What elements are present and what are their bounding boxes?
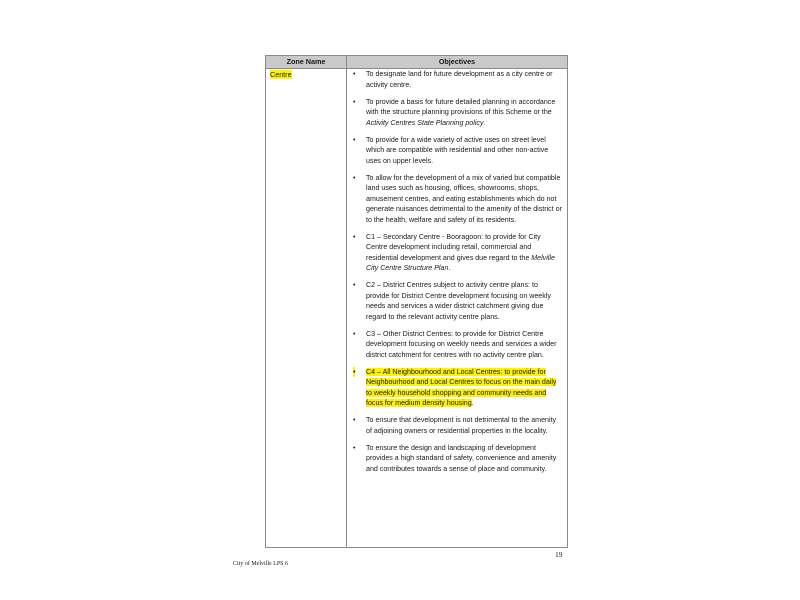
page-footer: City of Melville LPS 6	[233, 561, 289, 567]
page-number: 19	[555, 550, 563, 559]
objective-text: To provide for a wide variety of active uses on street level which are compatible with residential and other non-active uses on upper levels.	[366, 135, 549, 165]
objective-text: C4 – All Neighbourhood and Local Centres: to provide for Neighbourhood and Local Centres to focus on the main daily to weekly household shopping and community needs and focus for medium density housing	[366, 367, 557, 407]
bullet-icon: •	[353, 70, 356, 78]
objective-item	[351, 69, 563, 90]
objective-item: • C1 – Secondary Centre - Booragoon: to provide for City Centre development including retail, commercial and residential development and gives due regard to the Melville City Centre Structure Plan.	[353, 232, 555, 272]
column-divider	[346, 56, 347, 547]
zone-name-text: Centre	[270, 70, 292, 79]
bullet-icon: •	[353, 97, 356, 106]
zone-name-cell	[270, 70, 292, 80]
objective-text: To provide a basis for future detailed planning in accordance with the structure planning provisions of this Scheme or the Activity Centres State Planning policy	[366, 97, 556, 127]
objective-item: • To provide a basis for future detailed planning in accordance with the structure planning provisions of this Scheme or the Activity Centres State Planning policy.	[353, 97, 556, 127]
objective-item	[351, 415, 563, 436]
header-zone-name: Zone Name	[286, 57, 326, 66]
objective-item	[351, 443, 563, 475]
objective-text: To designate land for future development as a city centre or activity centre.	[366, 70, 553, 89]
objective-text: C1 – Secondary Centre - Booragoon: to provide for City Centre development including retail, commercial and residential development and gives due regard to the Melville City Centre Structure Plan	[366, 232, 555, 272]
objective-item	[351, 173, 563, 226]
objective-text: To ensure that development is not detrimental to the amenity of adjoining owners or residential properties in the locality.	[366, 416, 557, 435]
header-objectives: Objectives	[438, 57, 476, 66]
objective-text: C3 – Other District Centres: to provide for District Centre development focusing on weekly needs and services a wider district catchment for centres with no activity centre plan.	[366, 329, 557, 359]
objective-text: To allow for the development of a mix of varied but compatible land uses such as housing, offices, showrooms, shops, amusement centres, and eating establishments which do not generate nuisances detrimental to the amenity of the district or to the health, welfare and safety of its residents.	[366, 173, 562, 224]
bullet-icon: •	[353, 135, 356, 144]
bullet-icon: •	[353, 443, 356, 452]
objective-item	[351, 329, 563, 361]
bullet-icon: •	[353, 232, 356, 241]
italic-reference: Melville City Centre Structure Plan	[366, 253, 555, 272]
objective-item	[351, 135, 563, 167]
objective-item	[351, 280, 563, 322]
objective-text: C2 – District Centres subject to activity centre plans: to provide for District Centre development focusing on weekly needs and services a wider district catchment giving due regard to the relevant activity centre plans.	[366, 281, 551, 321]
bullet-icon: •	[353, 416, 356, 424]
objectives-list	[351, 69, 563, 481]
zoning-objectives-table	[265, 55, 568, 548]
bullet-icon: •	[353, 281, 356, 289]
italic-reference: Activity Centres State Planning policy	[366, 118, 484, 127]
table-header-row	[266, 56, 567, 69]
bullet-icon: •	[353, 367, 356, 376]
objective-text: To ensure the design and landscaping of development provides a high standard of safety, convenience and amenity and contributes towards a sense of place and community.	[366, 443, 557, 473]
objective-item: • C4 – All Neighbourhood and Local Centres: to provide for Neighbourhood and Local Centres to focus on the main daily to weekly household shopping and community needs and focus for medium density housing.	[353, 367, 557, 407]
bullet-icon: •	[353, 173, 356, 182]
bullet-icon: •	[353, 329, 356, 338]
